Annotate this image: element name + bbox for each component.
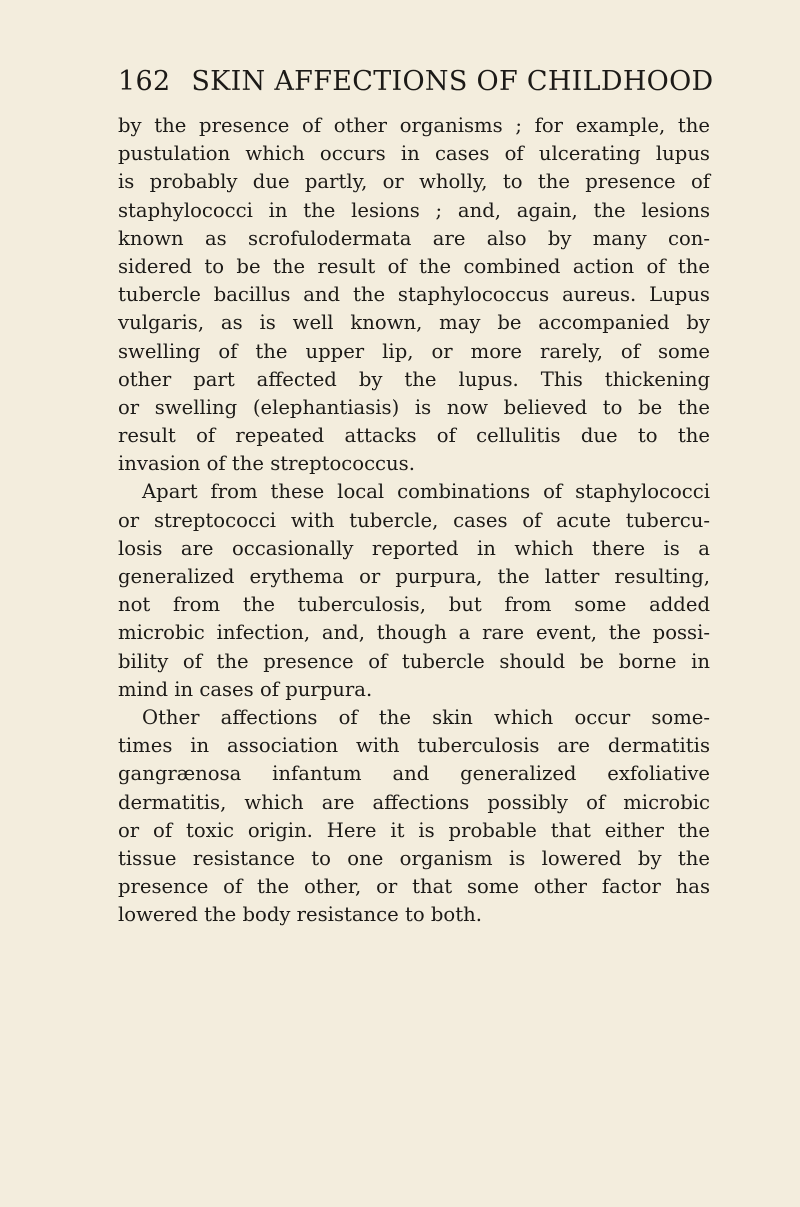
text-line: times in association with tuberculosis are dermatitis <box>118 734 710 758</box>
paragraph-2 <box>118 478 710 704</box>
text-line: microbic infection, and, though a rare event, the possi- <box>118 621 710 645</box>
text-line: tubercle bacillus and the staphylococcus aureus. Lupus <box>118 283 710 307</box>
running-title: SKIN AFFECTIONS OF CHILDHOOD <box>191 66 714 97</box>
running-head <box>118 66 713 97</box>
text-line: tissue resistance to one organism is lowered by the <box>118 846 710 870</box>
text-line: by the presence of other organisms ; for example, the <box>118 114 710 137</box>
text-line: Apart from these local combinations of staphylococci <box>142 480 710 504</box>
text-line: other part affected by the lupus. This thickening <box>118 367 710 391</box>
text-line: generalized erythema or purpura, the latter resulting, <box>118 565 710 588</box>
text-line: losis are occasionally reported in which there is a <box>118 536 710 560</box>
text-line: invasion of the streptococcus. <box>118 452 415 476</box>
text-line: swelling of the upper lip, or more rarely, of some <box>118 339 710 363</box>
paragraph-3 <box>118 704 710 930</box>
body-text <box>118 112 710 929</box>
text-line: staphylococci in the lesions ; and, again, the lesions <box>118 198 710 222</box>
text-line: or of toxic origin. Here it is probable that either the <box>118 818 710 842</box>
text-line: lowered the body resistance to both. <box>118 903 482 927</box>
text-line: known as scrofulodermata are also by many con- <box>118 226 710 250</box>
text-line: dermatitis, which are affections possibly of microbic <box>118 790 710 814</box>
text-line: mind in cases of purpura. <box>118 677 373 701</box>
text-line: gangrænosa infantum and generalized exfoliative <box>118 762 710 786</box>
text-line: or swelling (elephantiasis) is now believed to be the <box>118 395 710 419</box>
text-line: vulgaris, as is well known, may be accompanied by <box>118 311 710 335</box>
text-line: sidered to be the result of the combined action of the <box>118 254 710 278</box>
text-line: Other affections of the skin which occur some- <box>142 705 710 729</box>
text-line: is probably due partly, or wholly, to the presence of <box>118 170 710 194</box>
text-line: result of repeated attacks of cellulitis due to the <box>118 424 710 448</box>
text-line: not from the tuberculosis, but from some added <box>118 593 710 617</box>
page-number: 162 <box>118 66 171 97</box>
text-line: or streptococci with tubercle, cases of acute tubercu- <box>118 508 710 532</box>
text-line: bility of the presence of tubercle should be borne in <box>118 649 710 673</box>
paragraph-1 <box>118 112 710 478</box>
text-line: presence of the other, or that some other factor has <box>118 875 710 899</box>
text-line: pustulation which occurs in cases of ulcerating lupus <box>118 142 710 166</box>
